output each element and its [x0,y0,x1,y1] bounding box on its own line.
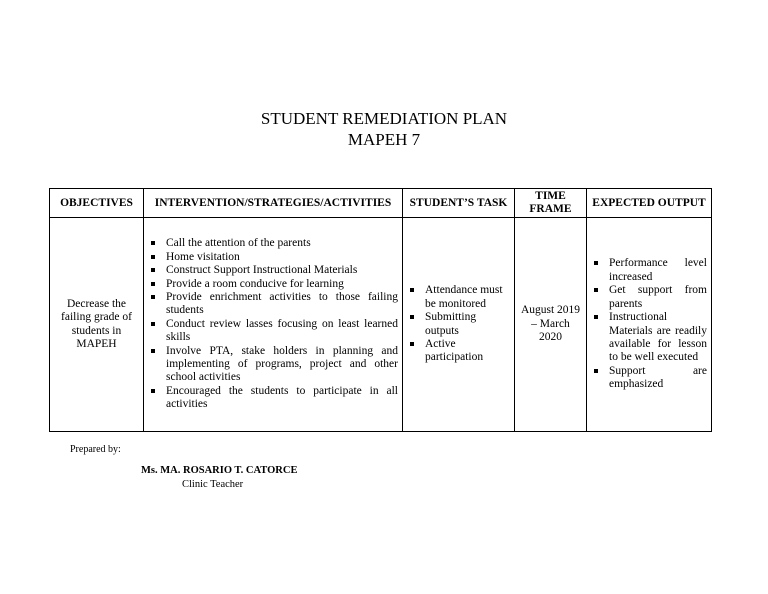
header-time-frame: TIME FRAME [515,189,587,218]
list-item: Get support from parents [609,284,707,310]
list-item: Active participation [425,338,510,365]
header-expected-output: EXPECTED OUTPUT [587,189,712,218]
interventions-cell [144,218,403,432]
time-frame-cell: August 2019 – March 2020 [515,218,587,432]
document-subtitle: MAPEH 7 [347,130,421,149]
document-title-block [0,108,768,150]
header-objectives: OBJECTIVES [50,189,144,218]
expected-output-cell [587,218,712,432]
list-item: Home visitation [166,251,398,264]
interventions-list [148,237,398,411]
list-item: Instructional Materials are readily available for lesson to be well executed [609,311,707,364]
list-item: Performance level increased [609,257,707,283]
student-task-list [407,284,510,364]
document-title: STUDENT REMEDIATION PLAN [260,109,508,128]
list-item: Construct Support Instructional Materials [166,264,398,277]
student-task-cell [403,218,515,432]
list-item: Encouraged the students to participate in all activities [166,384,398,411]
header-student-task: STUDENT’S TASK [403,189,515,218]
list-item: Attendance must be monitored [425,284,510,311]
list-item: Support are emphasized [609,364,707,391]
signer-role: Clinic Teacher [182,479,244,490]
signer-name: Ms. MA. ROSARIO T. CATORCE [141,465,298,476]
header-interventions: INTERVENTION/STRATEGIES/ACTIVITIES [144,189,403,218]
table-row [50,218,712,432]
prepared-by-label: Prepared by: [70,444,121,455]
list-item: Submitting outputs [425,311,510,338]
list-item: Call the attention of the parents [166,237,398,250]
list-item: Provide a room conducive for learning [166,278,398,291]
objective-cell: Decrease the failing grade of students in MAPEH [50,218,144,432]
list-item: Involve PTA, stake holders in planning and implementing of programs, project and other school activities [166,344,398,384]
remediation-plan-table [49,188,712,432]
table-header-row [50,189,712,218]
list-item: Provide enrichment activities to those failing students [166,290,398,317]
expected-output-list [591,257,707,391]
list-item: Conduct review lasses focusing on least learned skills [166,317,398,344]
